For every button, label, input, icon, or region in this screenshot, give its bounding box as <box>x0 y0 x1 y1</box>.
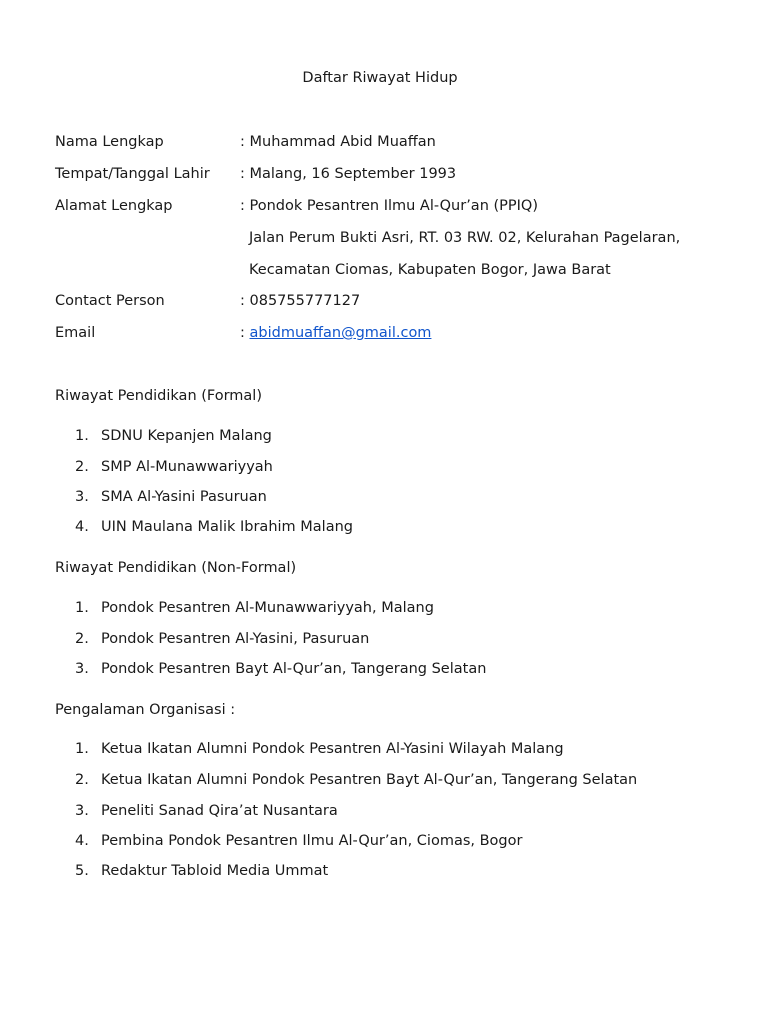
address-value: : Pondok Pesantren Ilmu Al-Qur’an (PPIQ) <box>240 198 538 214</box>
list-number: 4. <box>75 519 89 535</box>
list-text: Pondok Pesantren Al-Munawwariyyah, Malang <box>101 600 434 616</box>
list-text: SMP Al-Munawwariyyah <box>101 459 273 475</box>
list-number: 1. <box>75 741 89 757</box>
name-value: : Muhammad Abid Muaffan <box>240 134 436 150</box>
list-number: 3. <box>75 489 89 505</box>
list-number: 2. <box>75 772 89 788</box>
list-text: Ketua Ikatan Alumni Pondok Pesantren Al-Yasini Wilayah Malang <box>101 741 564 757</box>
email-label: Email <box>55 325 96 341</box>
email-link[interactable]: abidmuaffan@gmail.com <box>249 325 432 341</box>
list-number: 1. <box>75 428 89 444</box>
list-text: Pondok Pesantren Bayt Al-Qur’an, Tangerang Selatan <box>101 661 487 677</box>
list-number: 3. <box>75 661 89 677</box>
email-colon: : <box>240 325 245 341</box>
contact-value: : 085755777127 <box>240 293 361 309</box>
list-text: UIN Maulana Malik Ibrahim Malang <box>101 519 353 535</box>
organization-heading: Pengalaman Organisasi : <box>55 702 236 718</box>
list-text: Redaktur Tabloid Media Ummat <box>101 863 329 879</box>
address-line-3: Kecamatan Ciomas, Kabupaten Bogor, Jawa Barat <box>249 262 611 278</box>
list-text: Pembina Pondok Pesantren Ilmu Al-Qur’an, Ciomas, Bogor <box>101 833 523 849</box>
list-number: 2. <box>75 631 89 647</box>
contact-label: Contact Person <box>55 293 165 309</box>
name-label: Nama Lengkap <box>55 134 164 150</box>
list-number: 2. <box>75 459 89 475</box>
address-line-2: Jalan Perum Bukti Asri, RT. 03 RW. 02, Kelurahan Pagelaran, <box>249 230 681 246</box>
list-text: SDNU Kepanjen Malang <box>101 428 272 444</box>
list-text: SMA Al-Yasini Pasuruan <box>101 489 267 505</box>
birth-value: : Malang, 16 September 1993 <box>240 166 457 182</box>
birth-label: Tempat/Tanggal Lahir <box>55 166 210 182</box>
document-title: Daftar Riwayat Hidup <box>302 70 458 86</box>
list-text: Peneliti Sanad Qira’at Nusantara <box>101 803 338 819</box>
list-number: 4. <box>75 833 89 849</box>
list-number: 5. <box>75 863 89 879</box>
nonformal-education-heading: Riwayat Pendidikan (Non-Formal) <box>55 560 297 576</box>
list-text: Pondok Pesantren Al-Yasini, Pasuruan <box>101 631 370 647</box>
address-label: Alamat Lengkap <box>55 198 173 214</box>
list-number: 3. <box>75 803 89 819</box>
email-value-wrap <box>240 323 431 343</box>
list-number: 1. <box>75 600 89 616</box>
list-text: Ketua Ikatan Alumni Pondok Pesantren Bayt Al-Qur’an, Tangerang Selatan <box>101 772 638 788</box>
formal-education-heading: Riwayat Pendidikan (Formal) <box>55 388 262 404</box>
